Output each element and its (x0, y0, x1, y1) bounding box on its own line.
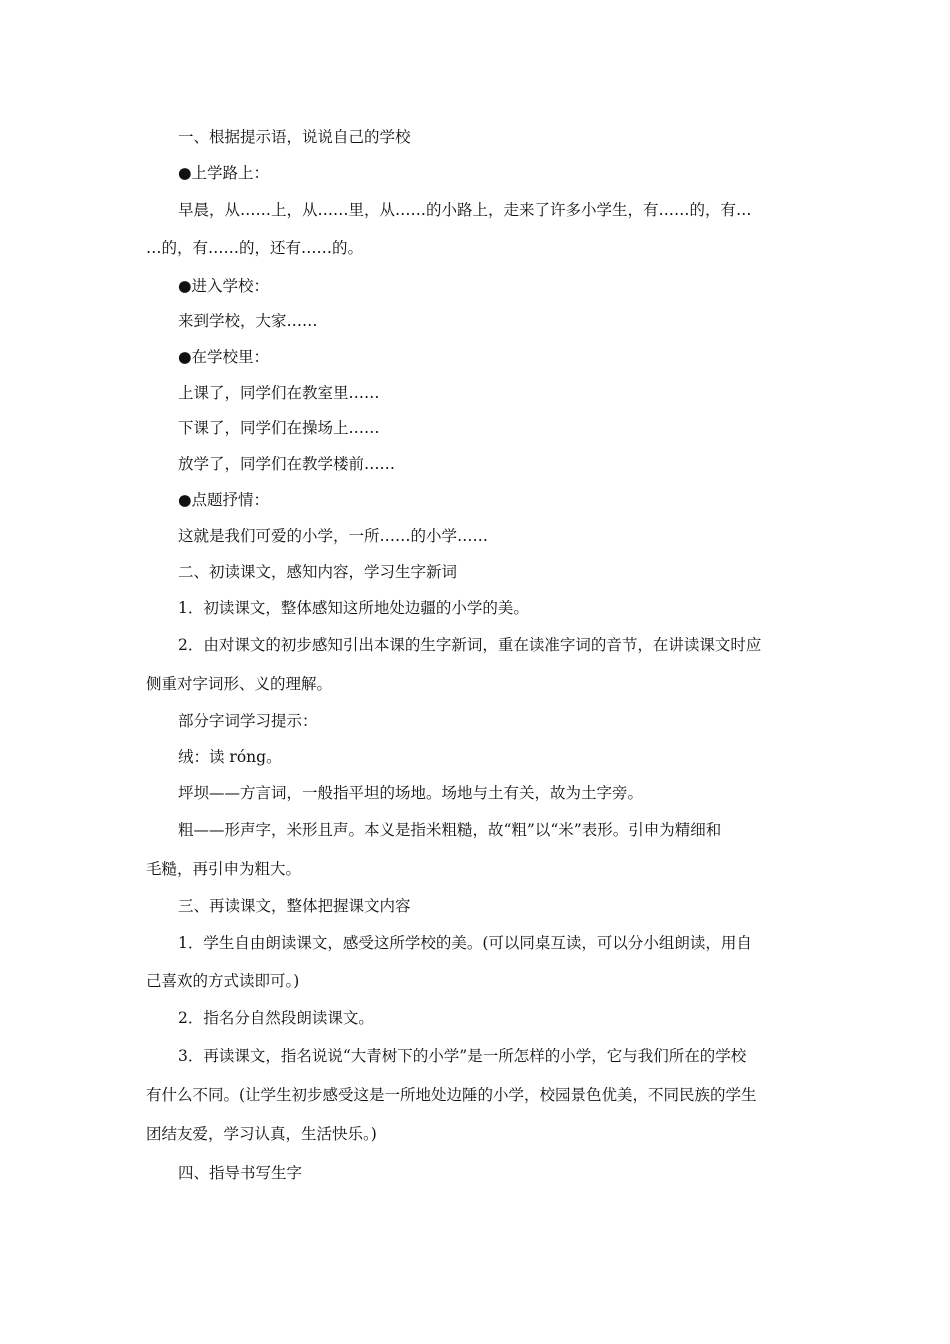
paragraph-line: 早晨，从……上，从……里，从……的小路上，走来了许多小学生，有……的，有… (178, 201, 752, 219)
paragraph-line: 来到学校，大家…… (178, 312, 318, 330)
list-item: 1．学生自由朗读课文，感受这所学校的美。(可以同桌互读，可以分小组朗读，用自 (178, 934, 752, 952)
paragraph-line: 粗——形声字，米形且声。本义是指米粗糙，故“粗”以“米”表形。引申为精细和 (178, 821, 722, 839)
section-heading-2: 二、初读课文，感知内容，学习生字新词 (178, 563, 458, 581)
bullet-heading-in-school: ●在学校里： (178, 348, 270, 366)
paragraph-line: 部分字词学习提示： (178, 712, 318, 730)
paragraph-line: 己喜欢的方式读即可。) (146, 972, 300, 990)
paragraph-line: 这就是我们可爱的小学，一所……的小学…… (178, 527, 489, 545)
section-heading-3: 三、再读课文，整体把握课文内容 (178, 897, 411, 915)
list-item: 2．由对课文的初步感知引出本课的生字新词，重在读准字词的音节，在讲读课文时应 (178, 636, 762, 654)
bullet-heading-enter-school: ●进入学校： (178, 277, 270, 295)
paragraph-line: 侧重对字词形、义的理解。 (146, 675, 333, 693)
section-heading-1: 一、根据提示语，说说自己的学校 (178, 128, 411, 146)
list-item: 3．再读课文，指名说说“大青树下的小学”是一所怎样的小学，它与我们所在的学校 (178, 1047, 747, 1065)
list-item: 2．指名分自然段朗读课文。 (178, 1009, 374, 1027)
paragraph-line: 放学了，同学们在教学楼前…… (178, 455, 396, 473)
paragraph-line: 毛糙，再引申为粗大。 (146, 860, 302, 878)
bullet-heading-way-to-school: ●上学路上： (178, 164, 270, 182)
paragraph-line: 上课了，同学们在教室里…… (178, 384, 380, 402)
paragraph-line: 有什么不同。(让学生初步感受这是一所地处边陲的小学，校园景色优美，不同民族的学生 (146, 1086, 757, 1104)
paragraph-line: 坪坝——方言词，一般指平坦的场地。场地与土有关，故为土字旁。 (178, 784, 644, 802)
paragraph-line: …的，有……的，还有……的。 (146, 239, 364, 257)
paragraph-line: 绒：读 róng。 (178, 748, 282, 766)
list-item: 1．初读课文，整体感知这所地处边疆的小学的美。 (178, 599, 529, 617)
section-heading-4: 四、指导书写生字 (178, 1164, 303, 1182)
paragraph-line: 团结友爱，学习认真，生活快乐。) (146, 1125, 377, 1143)
paragraph-line: 下课了，同学们在操场上…… (178, 419, 380, 437)
bullet-heading-conclusion: ●点题抒情： (178, 491, 270, 509)
